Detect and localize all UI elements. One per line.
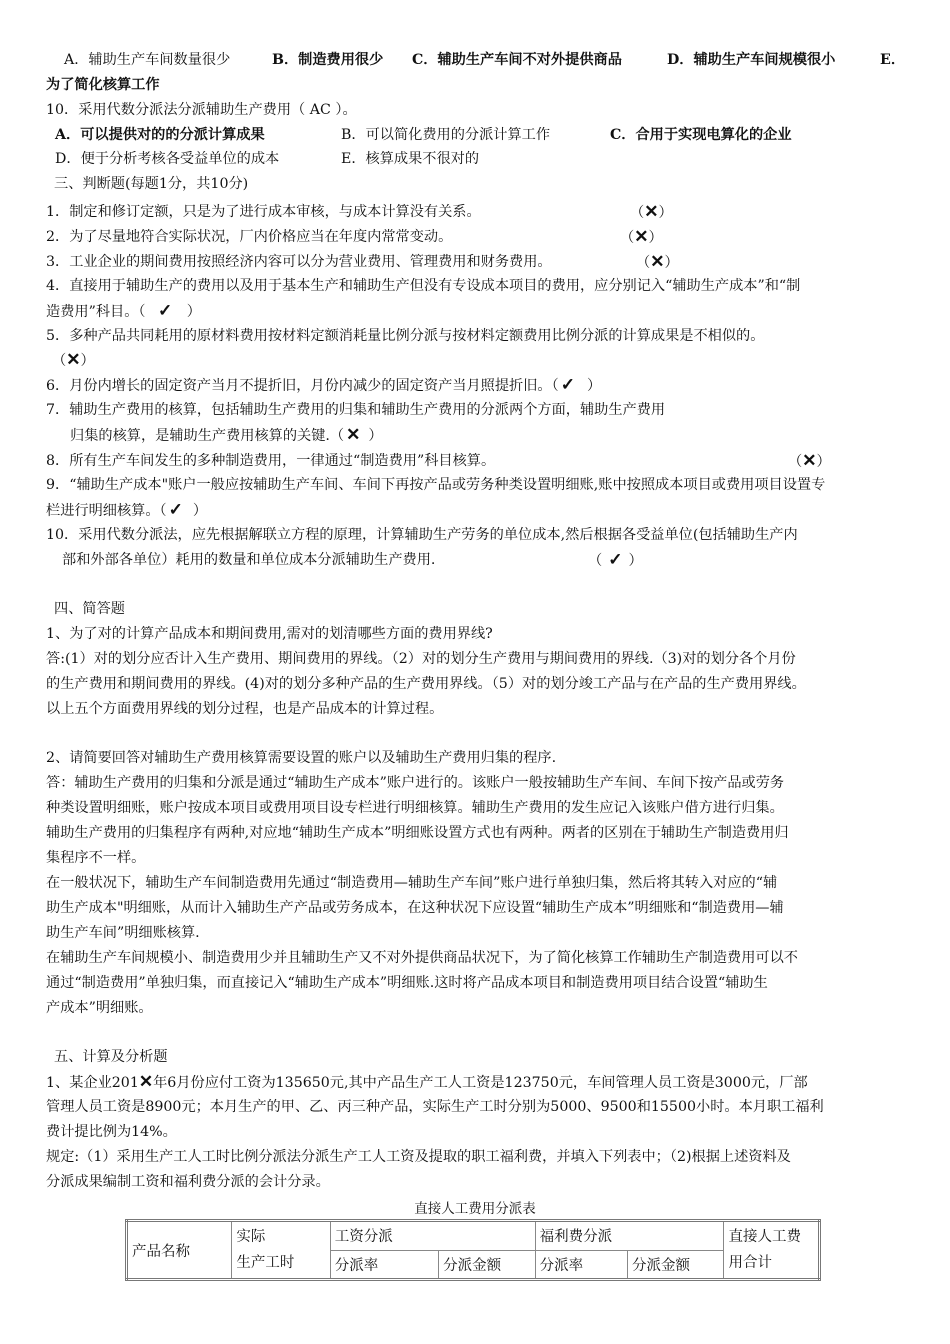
- cross-mark-icon: ✕: [66, 350, 81, 370]
- cross-mark-icon: ✕: [346, 425, 361, 445]
- calc-line5: 分派成果编制工资和福利费分派的会计分录。: [46, 1174, 330, 1190]
- q10-stem: 10．采用代数分派法分派辅助生产费用（ AC ）。: [46, 102, 357, 118]
- q10-option-b: B．可以简化费用的分派计算工作: [341, 127, 551, 143]
- short-a1-line1: 答:(1）对的划分应否计入生产费用、期间费用的界线。（2）对的划分生产费用与期间费用的界线.（3)对的划分各个月份: [46, 651, 796, 667]
- judge-item-4-line2: 造费用”科目。（ ✓ ）: [46, 299, 922, 325]
- judge-item-5-line1: 5．多种产品共同耗用的原材料费用按材料定额消耗量比例分派与按材料定额费用比例分派的计算成果是不相似的。: [46, 328, 765, 344]
- header-wage-amount: 分派金额: [439, 1250, 535, 1280]
- judge-item-7-line1: 7．辅助生产费用的核算，包括辅助生产费用的归集和辅助生产费用的分派两个方面，辅助生产费用: [46, 402, 666, 418]
- header-wage-allocation: 工资分派: [330, 1221, 535, 1251]
- judge-item-6: 6．月份内增长的固定资产当月不提折旧，月份内减少的固定资产当月照提折旧。（ ✓ ）: [46, 373, 922, 399]
- cross-mark-icon: ✕: [802, 451, 817, 471]
- judge-item-10-line2: 部和外部各单位）耗用的数量和单位成本分派辅助生产费用. （ ✓ ）: [62, 548, 922, 573]
- short-a2-line8: 在辅助生产车间规模小、制造费用少并且辅助生产又不对外提供商品状况下，为了简化核算工作辅助生产制造费用可以不: [46, 950, 798, 966]
- option-e-continued: 为了简化核算工作: [46, 77, 160, 93]
- header-actual-hours: 实际 生产工时: [232, 1221, 330, 1280]
- table-caption: 直接人工费用分派表: [414, 1201, 536, 1217]
- cross-mark-icon: ✕: [650, 252, 665, 272]
- short-a2-line5: 在一般状况下，辅助生产车间制造费用先通过“制造费用—辅助生产车间”账户进行单独归集，然后将其转入对应的“辅: [46, 875, 778, 891]
- section-judge-heading: 三、判断题(每题1分，共10分): [54, 176, 249, 192]
- cross-mark-icon: ✕: [138, 1072, 154, 1092]
- judge-item-7-line2: 归集的核算，是辅助生产费用核算的关键.（ ✕ ）: [70, 423, 922, 449]
- option-e: E．: [880, 52, 906, 68]
- short-a2-line4: 集程序不一样。: [46, 850, 146, 866]
- short-a1-line3: 以上五个方面费用界线的划分过程，也是产品成本的计算过程。: [46, 701, 444, 717]
- judge-item-10-line1: 10．采用代数分派法，应先根据解联立方程的原理，计算辅助生产劳务的单位成本,然后根据各受益单位(包括辅助生产内: [46, 527, 798, 543]
- header-direct-labor-total: 直接人工费 用合计: [724, 1221, 820, 1280]
- check-mark-icon: ✓: [560, 375, 575, 395]
- q10-option-e: E．核算成果不很对的: [341, 151, 480, 167]
- check-mark-icon: ✓: [157, 301, 173, 321]
- check-mark-icon: ✓: [608, 550, 623, 570]
- option-d: D．辅助生产车间规模很小: [667, 52, 836, 68]
- short-a2-line6: 助生产成本"明细账，从而计入辅助生产产品或劳务成本，在这种状况下应设置“辅助生产成本”明细账和“制造费用—辅: [46, 900, 784, 916]
- short-q2: 2、请简要回答对辅助生产费用核算需要设置的账户以及辅助生产费用归集的程序.: [46, 750, 557, 766]
- header-product-name: 产品名称: [127, 1221, 232, 1280]
- option-c: C．辅助生产车间不对外提供商品: [412, 52, 622, 68]
- short-a1-line2: 的生产费用和期间费用的界线。(4)对的划分多种产品的生产费用界线。（5）对的划分竣工产品与在产品的生产费用界线。: [46, 676, 806, 692]
- short-q1: 1、为了对的计算产品成本和期间费用,需对的划清哪些方面的费用界线?: [46, 626, 493, 642]
- section-calc-heading: 五、计算及分析题: [54, 1049, 168, 1065]
- q10-option-a: A．可以提供对的的分派计算成果: [55, 127, 265, 143]
- option-a: A．辅助生产车间数量很少: [64, 52, 231, 68]
- header-welfare-rate: 分派率: [535, 1250, 627, 1280]
- calc-line3: 费计提比例为14%。: [46, 1124, 177, 1140]
- cross-mark-icon: ✕: [644, 202, 659, 222]
- short-a2-line3: 辅助生产费用的归集程序有两种,对应地“辅助生产成本”明细账设置方式也有两种。两者的区别在于辅助生产制造费用归: [46, 825, 789, 841]
- short-a2-line9: 通过“制造费用”单独归集，而直接记入“辅助生产成本”明细账.这时将产品成本项目和制造费用项目结合设置“辅助生: [46, 975, 768, 991]
- short-a2-line7: 助生产车间”明细账核算.: [46, 925, 200, 941]
- section-short-heading: 四、简答题: [54, 601, 125, 617]
- cross-mark-icon: ✕: [634, 227, 649, 247]
- short-a2-line2: 种类设置明细账，账户按成本项目或费用项目设专栏进行明细核算。辅助生产费用的发生应记入该账户借方进行归集。: [46, 800, 784, 816]
- calc-line1: 1、某企业201✕年6月份应付工资为135650元,其中产品生产工人工资是123750元，车间管理人员工资是3000元，厂部: [46, 1070, 922, 1096]
- judge-item-9-line1: 9．“辅助生产成本"账户一般应按辅助生产车间、车间下再按产品或劳务种类设置明细账,账中按照成本项目或费用项目设置专: [46, 477, 826, 493]
- judge-item-2: 2．为了尽量地符合实际状况，厂内价格应当在年度内常常变动。 （✕）: [46, 225, 922, 250]
- check-mark-icon: ✓: [168, 500, 183, 520]
- labor-cost-allocation-table: [125, 1219, 821, 1281]
- q10-option-d: D．便于分析考核各受益单位的成本: [55, 151, 280, 167]
- short-a2-line1: 答：辅助生产费用的归集和分派是通过“辅助生产成本”账户进行的。该账户一般按辅助生产车间、车间下按产品或劳务: [46, 775, 785, 791]
- judge-item-8: 8．所有生产车间发生的多种制造费用，一律通过“制造费用”科目核算。 （✕）: [46, 449, 922, 474]
- calc-line4: 规定:（1）采用生产工人工时比例分派法分派生产工人工资及提取的职工福利费，并填入下列表中；（2)根据上述资料及: [46, 1149, 791, 1165]
- q10-option-c: C．合用于实现电算化的企业: [610, 127, 792, 143]
- header-wage-rate: 分派率: [330, 1250, 438, 1280]
- judge-item-5-line2: （✕）: [52, 348, 922, 374]
- header-welfare-amount: 分派金额: [628, 1250, 724, 1280]
- judge-item-9-line2: 栏进行明细核算。（ ✓ ）: [46, 498, 922, 524]
- judge-item-1: 1．制定和修订定额，只是为了进行成本审核，与成本计算没有关系。 （✕）: [46, 200, 922, 225]
- header-welfare-allocation: 福利费分派: [535, 1221, 724, 1251]
- judge-item-3: 3．工业企业的期间费用按照经济内容可以分为营业费用、管理费用和财务费用。 （✕）: [46, 250, 922, 275]
- short-a2-line10: 产成本”明细账。: [46, 1000, 153, 1016]
- calc-line2: 管理人员工资是8900元；本月生产的甲、乙、丙三种产品，实际生产工时分别为5000、9500和15500小时。本月职工福利: [46, 1099, 824, 1115]
- judge-item-4-line1: 4．直接用于辅助生产的费用以及用于基本生产和辅助生产但没有专设成本项目的费用，应分别记入“辅助生产成本”和“制: [46, 278, 801, 294]
- option-b: B．制造费用很少: [272, 52, 384, 68]
